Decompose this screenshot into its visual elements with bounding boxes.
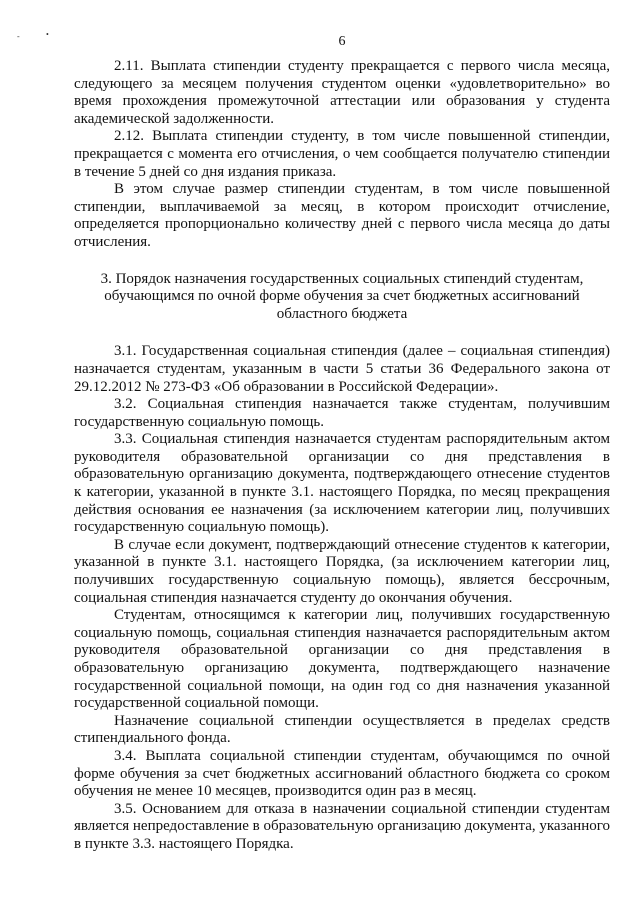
paragraph-3-3: 3.3. Социальная стипендия назначается студентам распорядительным актом руководителя образовательной организации со дня представления в образовательную организацию документа, подтверждающего отнесение студентов к категории, указанной в пункте 3.1. настоящего Порядка, по месяц прекращения действия основания ее назначения (за исключением категории лиц, получивших государственную социальную помощь).	[74, 431, 610, 536]
paragraph-3-4: 3.4. Выплата социальной стипендии студентам, обучающимся по очной форме обучения за счет бюджетных ассигнований областного бюджета со сроком обучения не менее 10 месяцев, производится один раз в месяц.	[74, 747, 610, 800]
scan-mark: •	[46, 30, 49, 39]
scan-mark: -	[17, 32, 20, 41]
paragraph-3-3-social-assistance: Студентам, относящимся к категории лиц, получивших государственную социальную помощь, социальная стипендия назначается распорядительным актом руководителя образовательной организации со дня представления в образовательную организацию документа, подтверждающего назначение государственной социальной помощи, на один год со дня назначения указанной государственной социальной помощи.	[74, 607, 610, 712]
section-heading: 3. Порядок назначения государственных социальных стипендий студентам, обучающимся по очной форме обучения за счет бюджетных ассигнований областного бюджета	[100, 270, 584, 322]
page-number: 6	[338, 34, 346, 49]
paragraph-3-3-indefinite-document: В случае если документ, подтверждающий отнесение студентов к категории, указанной в пункте 3.1. настоящего Порядка, (за исключением категории лиц, получивших государственную социальную помощь), является бессрочным, социальная стипендия назначается студенту до окончания обучения.	[74, 536, 610, 606]
paragraph-scholarship-fund: Назначение социальной стипендии осуществляется в пределах средств стипендиального фонда.	[74, 712, 610, 747]
paragraph-2-12-continuation: В этом случае размер стипендии студентам, в том числе повышенной стипендии, выплачиваемой за месяц, в котором происходит отчисление, определяется пропорционально количеству дней с первого числа месяца до даты отчисления.	[74, 181, 610, 250]
paragraph-2-11: 2.11. Выплата стипендии студенту прекращается с первого числа месяца, следующего за месяцем получения студентом оценки «удовлетворительно» во время прохождения промежуточной аттестации или образования у студента академической задолженности.	[74, 58, 610, 127]
paragraph-3-5: 3.5. Основанием для отказа в назначении социальной стипендии студентам является непредоставление в образовательную организацию документа, указанного в пункте 3.3. настоящего Порядка.	[74, 800, 610, 852]
document-body	[74, 58, 610, 854]
paragraph-2-12: 2.12. Выплата стипендии студенту, в том числе повышенной стипендии, прекращается с момента его отчисления, о чем сообщается получателю стипендии в течение 5 дней со дня издания приказа.	[74, 128, 610, 180]
paragraph-3-1: 3.1. Государственная социальная стипендия (далее – социальная стипендия) назначается студентам, указанным в части 5 статьи 36 Федерального закона от 29.12.2012 № 273-ФЗ «Об образовании в Российской Федерации».	[74, 343, 610, 395]
paragraph-3-2: 3.2. Социальная стипендия назначается также студентам, получившим государственную социальную помощь.	[74, 396, 610, 430]
